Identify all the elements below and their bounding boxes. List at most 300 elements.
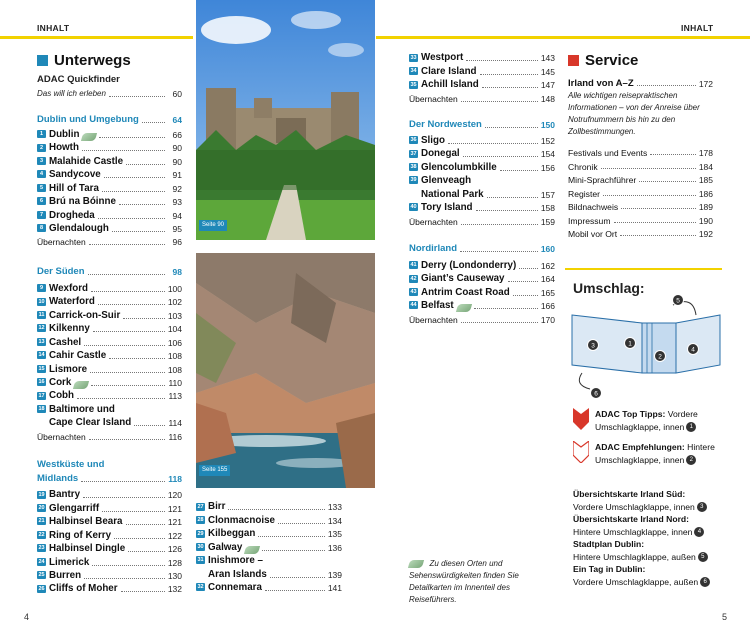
- toc-row[interactable]: [409, 272, 555, 285]
- toc-row[interactable]: [409, 174, 555, 187]
- toc-row[interactable]: [196, 581, 342, 594]
- service-az-desc: Alle wichtigen reisepraktischen Informationen – von der Anreise über Notrufnummern bis hin zu den Zollbestimmungen.: [568, 90, 700, 136]
- toc-label: Lismore: [49, 363, 88, 375]
- toc-row[interactable]: [196, 500, 342, 513]
- dot-leader: [89, 244, 165, 245]
- service-list: [568, 145, 713, 240]
- place-number-badge: 33: [410, 54, 417, 61]
- tipps-text: Vordere Umschlagklappe, innen: [595, 409, 698, 432]
- toc-page: 157: [540, 189, 555, 200]
- toc-row[interactable]: [37, 416, 182, 429]
- dot-leader: [621, 208, 696, 209]
- service-az-row[interactable]: [568, 75, 713, 89]
- dot-leader: [487, 197, 538, 198]
- dot-leader: [81, 481, 165, 482]
- toc-row[interactable]: [37, 335, 182, 348]
- toc-page: 122: [167, 530, 182, 541]
- detail-map-icon: [73, 381, 89, 389]
- toc-page: 164: [540, 274, 555, 285]
- dot-leader: [84, 345, 165, 346]
- toc-page: 103: [167, 310, 182, 321]
- toc-row[interactable]: [37, 281, 182, 294]
- toc-label: Cape Clear Island: [49, 417, 132, 429]
- toc-row[interactable]: [37, 515, 182, 528]
- legend-empfehlungen: [573, 441, 723, 466]
- quickfinder-block: [37, 73, 182, 100]
- place-number-badge: 3: [37, 157, 46, 165]
- cover-map-entry: [573, 563, 728, 588]
- toc-row[interactable]: [409, 51, 555, 64]
- toc-page: 106: [167, 337, 182, 348]
- toc-row[interactable]: [37, 528, 182, 541]
- toc-label: Übernachten: [37, 431, 86, 442]
- toc-overnight-row[interactable]: [37, 429, 182, 442]
- dot-leader: [270, 577, 325, 578]
- place-number-badge: 7: [37, 211, 46, 219]
- toc-label: Howth: [49, 142, 79, 154]
- service-row[interactable]: [568, 172, 713, 186]
- cover-map-number: 5: [698, 552, 708, 562]
- place-number-badge: 17: [38, 392, 45, 399]
- service-label: Mobil vor Ort: [568, 229, 618, 239]
- toc-row[interactable]: [37, 195, 182, 208]
- toc-row[interactable]: [37, 555, 182, 568]
- dot-leader: [93, 331, 165, 332]
- service-label: Bildnachweis: [568, 202, 619, 212]
- diagram-marker-label: 3: [591, 342, 595, 350]
- toc-page: 162: [540, 260, 555, 271]
- cover-diagram: [568, 293, 728, 403]
- toc-row[interactable]: [37, 127, 182, 140]
- place-number-badge: 35: [410, 81, 417, 88]
- toc-page: 120: [167, 490, 182, 501]
- toc-label: Halbinsel Beara: [49, 516, 123, 528]
- toc-row[interactable]: [196, 527, 342, 540]
- toc-label: Giant’s Causeway: [421, 273, 505, 285]
- toc-group-nordirland: [409, 242, 555, 326]
- toc-page: 154: [540, 149, 555, 160]
- toc-row[interactable]: [196, 540, 342, 553]
- dot-leader: [77, 398, 165, 399]
- toc-heading-row[interactable]: [37, 113, 182, 126]
- dot-leader: [614, 222, 696, 223]
- dot-leader: [519, 268, 538, 269]
- toc-row[interactable]: [409, 78, 555, 91]
- dot-leader: [650, 154, 696, 155]
- toc-group-heading: Midlands: [37, 472, 79, 484]
- toc-group-heading: Der Süden: [37, 266, 85, 278]
- place-number-badge: 38: [410, 164, 417, 171]
- toc-overnight-row[interactable]: [37, 235, 182, 248]
- photo-caption-castle: Seite 90: [199, 220, 227, 231]
- toc-row[interactable]: [409, 285, 555, 298]
- cover-map-location: Hintere Umschlagklappe, innen: [573, 526, 693, 537]
- toc-overnight-row[interactable]: [409, 91, 555, 104]
- toc-row[interactable]: [37, 376, 182, 389]
- header-label-right: INHALT: [681, 23, 714, 33]
- dot-leader: [126, 524, 165, 525]
- toc-page: 128: [167, 557, 182, 568]
- toc-label: Birr: [208, 501, 226, 513]
- dot-leader: [112, 231, 165, 232]
- dot-leader: [84, 578, 165, 579]
- toc-page: 126: [167, 544, 182, 555]
- cover-map-entry: [573, 488, 728, 513]
- dot-leader: [460, 251, 538, 252]
- dot-leader: [278, 523, 325, 524]
- page-number-right: 5: [722, 612, 728, 622]
- footnote-text: Zu diesen Orten und Sehenswürdigkeiten finden Sie Detailkarten im Innenteil des Reiseführers.: [409, 559, 519, 604]
- legend-tipps: [573, 408, 723, 433]
- dot-leader: [461, 101, 538, 102]
- toc-page: 134: [327, 515, 342, 526]
- toc-row[interactable]: [37, 362, 182, 375]
- toc-label: Derry (Londonderry): [421, 259, 517, 271]
- toc-row[interactable]: [409, 201, 555, 214]
- service-row[interactable]: [568, 158, 713, 172]
- place-number-badge: 27: [197, 503, 204, 510]
- toc-group-nordwesten: [409, 118, 555, 228]
- toc-heading-row[interactable]: [409, 118, 555, 131]
- toc-overnight-row[interactable]: [409, 312, 555, 325]
- toc-label: Kilkenny: [49, 323, 90, 335]
- toc-page: 139: [327, 569, 342, 580]
- service-label: Register: [568, 188, 600, 199]
- service-page: 189: [698, 202, 713, 212]
- toc-row[interactable]: [409, 147, 555, 160]
- toc-label: Glencolumbkille: [421, 161, 497, 173]
- quickfinder-title: ADAC Quickfinder: [37, 74, 120, 85]
- place-number-badge: 11: [38, 312, 45, 319]
- toc-label: Brú na Bóinne: [49, 196, 116, 208]
- toc-page: 132: [167, 584, 182, 595]
- dot-leader: [474, 308, 538, 309]
- toc-page: 133: [327, 502, 342, 513]
- toc-label: Inishmore –: [208, 555, 263, 567]
- toc-row[interactable]: [37, 488, 182, 501]
- toc-label: Sligo: [421, 134, 445, 146]
- place-number-badge: 42: [410, 275, 417, 282]
- place-number-badge: [196, 570, 205, 578]
- toc-row[interactable]: [37, 222, 182, 235]
- place-number-badge: 13: [38, 338, 45, 345]
- dot-leader: [102, 191, 165, 192]
- header-label-left: INHALT: [37, 23, 70, 33]
- toc-page: 110: [168, 377, 182, 388]
- toc-row[interactable]: [37, 208, 182, 221]
- toc-label: Westport: [421, 52, 464, 64]
- toc-row[interactable]: [409, 160, 555, 173]
- toc-row[interactable]: [37, 168, 182, 181]
- toc-label: Achill Island: [421, 79, 479, 91]
- place-number-badge: 23: [38, 545, 45, 552]
- service-label: Festivals und Events: [568, 148, 648, 158]
- diagram-marker-label: 6: [594, 390, 598, 398]
- dot-leader: [639, 181, 696, 182]
- cover-map-number: 4: [694, 527, 704, 537]
- toc-page: 64: [172, 115, 182, 126]
- dot-leader: [508, 281, 538, 282]
- toc-label: Übernachten: [409, 216, 458, 227]
- blue-square-icon: [37, 55, 48, 66]
- cover-map-number: 3: [697, 502, 707, 512]
- tipps-label: ADAC Top Tipps:: [595, 409, 666, 419]
- toc-row[interactable]: [37, 308, 182, 321]
- toc-page: 96: [172, 237, 182, 248]
- service-label: Impressum: [568, 215, 611, 226]
- toc-label: Limerick: [49, 556, 90, 568]
- toc-row[interactable]: [409, 187, 555, 200]
- service-page: 190: [698, 215, 713, 226]
- place-number-badge: 41: [410, 262, 417, 269]
- page-number-left: 4: [24, 612, 30, 622]
- service-row[interactable]: [568, 185, 713, 199]
- place-number-badge: 4: [37, 170, 46, 178]
- toc-row[interactable]: [37, 569, 182, 582]
- toc-page: 158: [540, 203, 555, 214]
- detail-map-icon: [456, 304, 472, 312]
- toc-page: 152: [540, 135, 555, 146]
- dot-leader: [90, 372, 165, 373]
- service-az-page: 172: [698, 78, 713, 89]
- toc-row[interactable]: [37, 582, 182, 595]
- toc-row[interactable]: [37, 322, 182, 335]
- toc-label: Übernachten: [409, 93, 458, 104]
- toc-label: Connemara: [208, 582, 262, 594]
- cliff-photo: [196, 253, 375, 488]
- toc-page: 159: [540, 216, 555, 227]
- cover-map-title: Übersichtskarte Irland Nord:: [573, 514, 690, 524]
- toc-heading-row[interactable]: [37, 458, 182, 471]
- service-row[interactable]: [568, 145, 713, 159]
- dot-leader: [461, 224, 538, 225]
- place-number-badge: 14: [38, 352, 45, 359]
- toc-page: 100: [167, 283, 182, 294]
- diagram-marker-label: 4: [691, 346, 695, 354]
- top-tipps-icon: [573, 408, 589, 434]
- detail-map-icon: [408, 560, 424, 568]
- toc-page: 156: [540, 162, 555, 173]
- dot-leader: [142, 122, 165, 123]
- dot-leader: [104, 177, 165, 178]
- toc-page: 95: [172, 223, 182, 234]
- section-title-unterwegs: [37, 52, 131, 69]
- dot-leader: [98, 304, 165, 305]
- place-number-badge: 29: [197, 530, 204, 537]
- toc-page: 90: [172, 156, 182, 167]
- toc-page: 165: [540, 287, 555, 298]
- toc-row[interactable]: [409, 133, 555, 146]
- service-row[interactable]: [568, 226, 713, 240]
- toc-page: 148: [540, 93, 555, 104]
- place-number-badge: 39: [410, 177, 417, 184]
- toc-row[interactable]: [37, 389, 182, 402]
- place-number-badge: 12: [38, 325, 45, 332]
- dot-leader: [461, 322, 538, 323]
- detail-map-icon: [81, 133, 97, 141]
- red-square-icon: [568, 55, 579, 66]
- place-number-badge: 36: [410, 137, 417, 144]
- service-az-title: Irland von A–Z: [568, 77, 634, 89]
- dot-leader: [89, 439, 165, 440]
- tipps-number: 1: [686, 422, 696, 432]
- cover-map-title: Stadtplan Dublin:: [573, 539, 645, 549]
- toc-page: 114: [168, 418, 182, 429]
- toc-page: 145: [540, 66, 555, 77]
- toc-group-heading: Westküste und: [37, 459, 105, 471]
- place-number-badge: [409, 190, 418, 198]
- service-row[interactable]: [568, 212, 713, 226]
- diagram-marker-label: 5: [676, 297, 680, 305]
- toc-row[interactable]: [196, 567, 342, 580]
- toc-page: 143: [540, 53, 555, 64]
- toc-heading-row[interactable]: [409, 242, 555, 255]
- toc-label: Übernachten: [37, 237, 86, 248]
- toc-page: 94: [172, 210, 182, 221]
- header-rule-right: [376, 36, 750, 39]
- dot-leader: [91, 291, 165, 292]
- service-page: 192: [698, 229, 713, 239]
- toc-group-sueden: [37, 265, 182, 443]
- service-row[interactable]: [568, 199, 713, 213]
- service-label: Chronik: [568, 161, 598, 172]
- toc-label: Malahide Castle: [49, 155, 124, 167]
- toc-label: Hill of Tara: [49, 182, 99, 194]
- place-number-badge: 37: [410, 150, 417, 157]
- cover-map-entry: [573, 513, 728, 538]
- toc-page: 104: [167, 324, 182, 335]
- place-number-badge: 31: [197, 557, 204, 564]
- service-title-text: Service: [585, 52, 639, 69]
- dot-leader: [480, 74, 538, 75]
- cover-map-title: Ein Tag in Dublin:: [573, 564, 646, 574]
- place-number-badge: 16: [38, 379, 45, 386]
- dot-leader: [258, 536, 324, 537]
- place-number-badge: 6: [37, 197, 46, 205]
- toc-row[interactable]: [409, 64, 555, 77]
- dot-leader: [88, 274, 165, 275]
- footnote: [409, 558, 555, 606]
- detail-map-icon: [244, 546, 260, 554]
- dot-leader: [128, 551, 165, 552]
- dot-leader: [601, 168, 696, 169]
- toc-page: 118: [168, 473, 182, 484]
- place-number-badge: 25: [38, 572, 45, 579]
- toc-overnight-row[interactable]: [409, 214, 555, 227]
- toc-page: 66: [172, 129, 182, 140]
- toc-page: 130: [167, 570, 182, 581]
- toc-row[interactable]: [37, 501, 182, 514]
- quickfinder-page: 60: [172, 89, 182, 100]
- toc-label: Galway: [208, 541, 243, 553]
- toc-label: Dublin: [49, 128, 80, 140]
- toc-label: Aran Islands: [208, 568, 267, 580]
- toc-row[interactable]: [37, 402, 182, 415]
- place-number-badge: 40: [410, 204, 417, 211]
- toc-row[interactable]: [37, 542, 182, 555]
- toc-label: Ring of Kerry: [49, 529, 112, 541]
- dot-leader: [463, 156, 538, 157]
- toc-row[interactable]: [37, 295, 182, 308]
- toc-heading-row[interactable]: [37, 265, 182, 278]
- toc-page: 150: [540, 120, 555, 131]
- toc-row[interactable]: [409, 258, 555, 271]
- place-number-badge: 5: [37, 184, 46, 192]
- toc-page: 98: [172, 267, 182, 278]
- service-page: 186: [698, 188, 713, 199]
- dot-leader: [119, 204, 165, 205]
- quickfinder-row[interactable]: [37, 87, 182, 100]
- toc-label: Cobh: [49, 390, 75, 402]
- toc-row[interactable]: [196, 513, 342, 526]
- header-rule-left: [0, 36, 193, 39]
- dot-leader: [603, 195, 696, 196]
- dot-leader: [121, 591, 165, 592]
- dot-leader: [98, 218, 165, 219]
- dot-leader: [126, 164, 165, 165]
- toc-label: Clonmacnoise: [208, 514, 275, 526]
- toc-group-heading: Nordirland: [409, 243, 458, 255]
- dot-leader: [91, 385, 165, 386]
- toc-label: Glendalough: [49, 222, 109, 234]
- service-label: Mini-Sprachführer: [568, 175, 637, 185]
- toc-row[interactable]: [37, 154, 182, 167]
- castle-photo: [196, 0, 375, 240]
- dot-leader: [92, 565, 165, 566]
- dot-leader: [620, 235, 696, 236]
- toc-label: Kilbeggan: [208, 528, 256, 540]
- toc-row[interactable]: [37, 181, 182, 194]
- toc-label: Cashel: [49, 336, 82, 348]
- dot-leader: [99, 137, 165, 138]
- toc-page: 141: [327, 583, 342, 594]
- place-number-badge: 22: [38, 531, 45, 538]
- place-number-badge: 26: [38, 585, 45, 592]
- toc-page: 102: [167, 297, 182, 308]
- toc-row[interactable]: [37, 141, 182, 154]
- toc-heading-row[interactable]: [37, 471, 182, 484]
- toc-page: 136: [327, 542, 342, 553]
- toc-label: Drogheda: [49, 209, 95, 221]
- dot-leader: [485, 127, 538, 128]
- toc-label: Cahir Castle: [49, 350, 107, 362]
- service-page: 185: [698, 175, 713, 185]
- toc-label: Baltimore und: [49, 403, 115, 415]
- toc-group-heading: Dublin und Umgebung: [37, 114, 139, 126]
- cover-map-location: Hintere Umschlagklappe, außen: [573, 551, 696, 562]
- dot-leader: [102, 511, 165, 512]
- toc-row[interactable]: [409, 299, 555, 312]
- dot-leader: [109, 358, 165, 359]
- toc-label: Clare Island: [421, 65, 477, 77]
- toc-row[interactable]: [196, 554, 342, 567]
- toc-label: Carrick-on-Suir: [49, 309, 121, 321]
- toc-page: 121: [167, 503, 182, 514]
- toc-group-mid: [196, 500, 342, 594]
- dot-leader: [123, 318, 164, 319]
- place-number-badge: 15: [38, 365, 45, 372]
- dot-leader: [114, 538, 165, 539]
- toc-row[interactable]: [37, 349, 182, 362]
- place-number-badge: 18: [38, 406, 45, 413]
- toc-page: 135: [327, 529, 342, 540]
- toc-label: Tory Island: [421, 202, 473, 214]
- toc-label: Donegal: [421, 148, 460, 160]
- toc-group-west-cont: [409, 51, 555, 105]
- toc-label: Waterford: [49, 296, 95, 308]
- toc-page: 90: [172, 143, 182, 154]
- dot-leader: [82, 150, 165, 151]
